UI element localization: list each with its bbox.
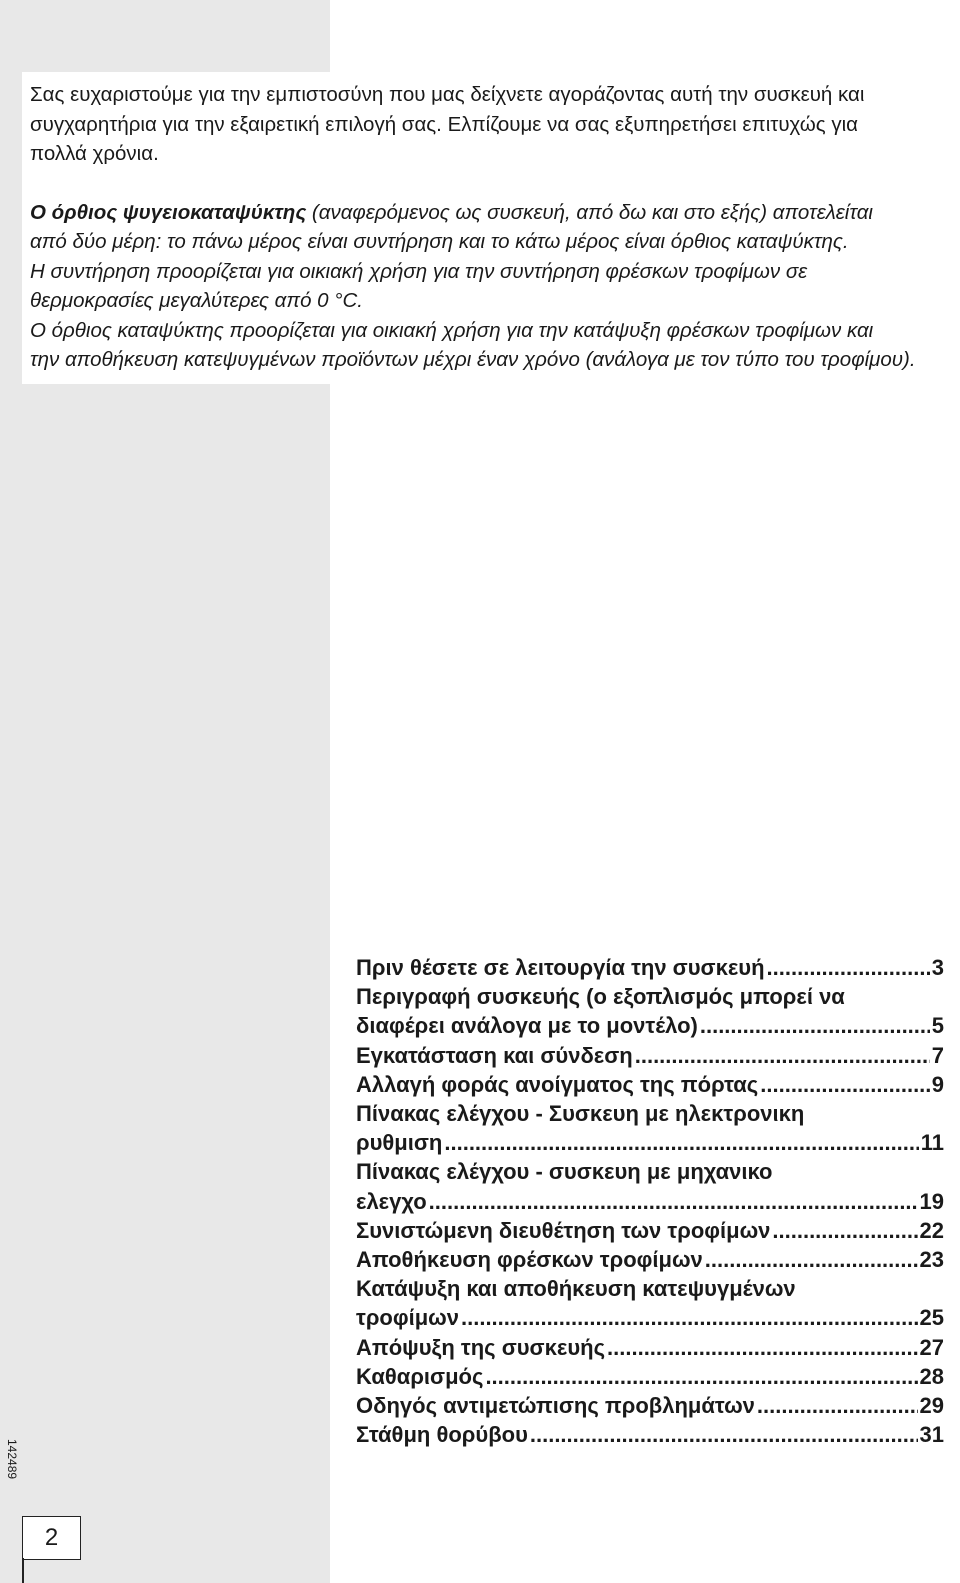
toc-entry-label: Αποθήκευση φρέσκων τροφίμων (356, 1247, 703, 1273)
toc-entry[interactable] (356, 1245, 944, 1274)
toc-leader-dots (635, 1041, 930, 1070)
toc-entry[interactable] (356, 1099, 944, 1128)
page-number-rule (22, 1558, 24, 1583)
toc-page-number: 27 (919, 1334, 944, 1360)
toc-leader-dots (461, 1303, 918, 1332)
toc-entry[interactable] (356, 953, 944, 982)
toc-entry-label: Καθαρισμός (356, 1363, 484, 1389)
toc-entry-label: τροφίμων (356, 1305, 459, 1331)
intro-line: Η συντήρηση προορίζεται για οικιακή χρήση για την συντήρηση φρέσκων τροφίμων σε (30, 259, 808, 283)
toc-entry-label: Συνιστώμενη διευθέτηση των τροφίμων (356, 1217, 771, 1243)
intro-line: πολλά χρόνια. (30, 142, 159, 165)
toc-entry-label: ρυθμιση (356, 1130, 443, 1156)
intro-line: από δύο μέρη: το πάνω μέρος είναι συντήρηση και το κάτω μέρος είναι όρθιος καταψύκτης. (30, 230, 849, 253)
toc-entry[interactable] (356, 1274, 944, 1303)
toc-page-number: 28 (919, 1363, 944, 1389)
toc-page-number: 23 (919, 1247, 944, 1273)
toc-entry[interactable] (356, 1041, 944, 1070)
intro-paragraph-1 (30, 80, 958, 169)
intro-paragraph-2 (30, 198, 958, 375)
toc-entry-label: Πίνακας ελέγχου - Συσκευη με ηλεκτρονικη (356, 1101, 805, 1127)
toc-leader-dots (705, 1245, 918, 1274)
toc-page-number: 22 (919, 1217, 944, 1243)
intro-line: Ο όρθιος καταψύκτης προορίζεται για οικιακή χρήση για την κατάψυξη φρέσκων τροφίμων και (30, 318, 874, 342)
toc-leader-dots (607, 1333, 918, 1362)
toc-entry[interactable] (356, 982, 944, 1011)
page-number: 2 (22, 1516, 81, 1560)
appliance-name: Ο όρθιος ψυγειοκαταψύκτης (30, 200, 307, 224)
toc-entry-label: διαφέρει ανάλογα με το μοντέλο) (356, 1013, 698, 1039)
toc-page-number: 5 (931, 1013, 944, 1039)
toc-page-number: 31 (919, 1422, 944, 1448)
toc-entry-label: Εγκατάσταση και σύνδεση (356, 1042, 633, 1068)
toc-page-number: 9 (931, 1071, 944, 1097)
toc-entry-label: Κατάψυξη και αποθήκευση κατεψυγμένων (356, 1276, 796, 1302)
toc-leader-dots (767, 953, 930, 982)
toc-page-number: 3 (931, 955, 944, 980)
toc-page-number: 29 (919, 1393, 944, 1419)
toc-entry[interactable] (356, 1303, 944, 1332)
toc-page-number: 11 (920, 1130, 944, 1156)
toc-leader-dots (760, 1070, 929, 1099)
intro-line: συγχαρητήρια για την εξαιρετική επιλογή σας. Ελπίζουμε να σας εξυπηρετήσει επιτυχώς για (30, 112, 858, 136)
toc-leader-dots (444, 1128, 918, 1157)
toc-leader-dots (485, 1362, 917, 1391)
toc-entry-label: Αλλαγή φοράς ανοίγματος της πόρτας (356, 1071, 759, 1097)
toc-entry[interactable] (356, 1070, 944, 1099)
toc-page-number: 7 (931, 1042, 944, 1068)
intro-line: Σας ευχαριστούμε για την εμπιστοσύνη που μας δείχνετε αγοράζοντας αυτή την συσκευή και (30, 83, 865, 106)
toc-entry[interactable] (356, 1420, 944, 1449)
intro-line: θερμοκρασίες μεγαλύτερες από 0 °C. (30, 289, 363, 312)
toc-entry-label: Οδηγός αντιμετώπισης προβλημάτων (356, 1393, 755, 1419)
toc-entry[interactable] (356, 1391, 944, 1420)
toc-leader-dots (700, 1011, 930, 1040)
toc-entry-label: Περιγραφή συσκευής (ο εξοπλισμός μπορεί να (356, 984, 845, 1010)
toc-leader-dots (429, 1187, 918, 1216)
toc-leader-dots (772, 1216, 917, 1245)
toc-page-number: 19 (919, 1188, 944, 1214)
toc-entry[interactable] (356, 1216, 944, 1245)
intro-line: την αποθήκευση κατεψυγμένων προϊόντων μέχρι έναν χρόνο (ανάλογα με τον τύπο του τροφίμου). (30, 348, 916, 371)
toc-page-number: 25 (919, 1305, 944, 1331)
intro-line: (αναφερόμενος ως συσκευή, από δω και στο εξής) αποτελείται (306, 200, 873, 224)
toc-entry-label: ελεγχο (356, 1188, 427, 1214)
toc-entry[interactable] (356, 1157, 944, 1186)
intro-text (30, 80, 958, 375)
toc-leader-dots (757, 1391, 918, 1420)
toc-entry[interactable] (356, 1011, 944, 1040)
toc-leader-dots (530, 1420, 918, 1449)
toc-entry[interactable] (356, 1362, 944, 1391)
toc-entry-label: Απόψυξη της συσκευής (356, 1334, 606, 1360)
table-of-contents (356, 953, 944, 1449)
toc-entry-label: Στάθμη θορύβου (356, 1422, 528, 1448)
toc-entry-label: Πίνακας ελέγχου - συσκευη με μηχανικο (356, 1159, 773, 1185)
toc-entry[interactable] (356, 1333, 944, 1362)
document-code: 142489 (5, 1439, 19, 1480)
toc-entry[interactable] (356, 1128, 944, 1157)
toc-entry[interactable] (356, 1187, 944, 1216)
toc-entry-label: Πριν θέσετε σε λειτουργία την συσκευή (356, 955, 765, 980)
